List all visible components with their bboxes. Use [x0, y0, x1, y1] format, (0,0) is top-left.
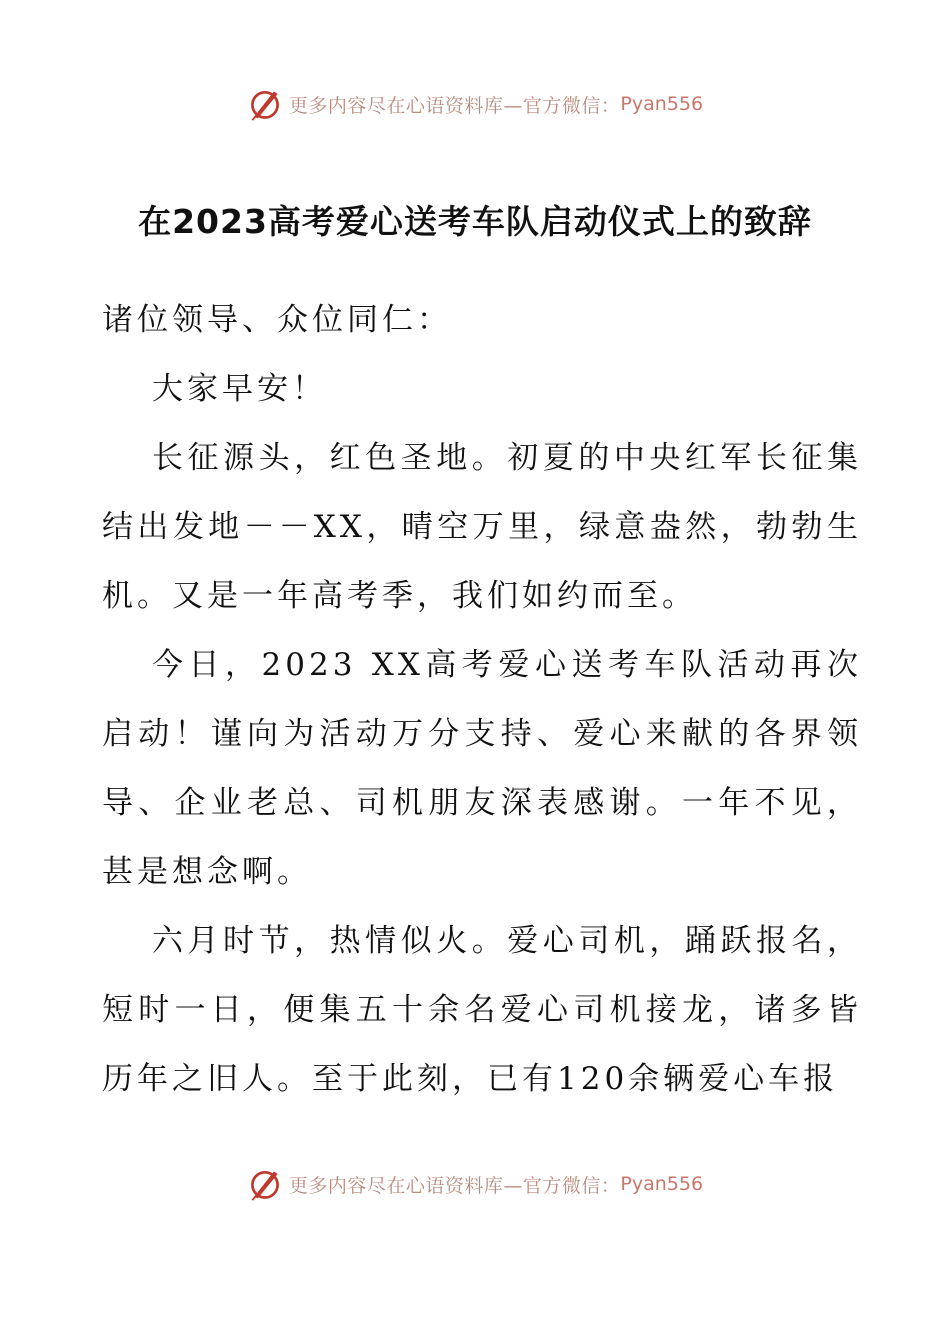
paragraph-2: 今日，2023 XX高考爱心送考车队活动再次启动！谨向为活动万分支持、爱心来献的各界领导、企业老总、司机朋友深表感谢。一年不见，甚是想念啊。: [102, 647, 862, 890]
document-title: 在2023高考爱心送考车队启动仪式上的致辞: [138, 202, 812, 241]
footer-watermark: [0, 1166, 950, 1202]
salutation: 诸位领导、众位同仁：: [102, 302, 452, 338]
paragraph-1: 长征源头，红色圣地。初夏的中央红军长征集结出发地－－XX，晴空万里，绿意盎然，勃勃生机。又是一年高考季，我们如约而至。: [102, 440, 862, 614]
quill-pen-logo-icon: [247, 1166, 283, 1202]
paragraph-3: 六月时节，热情似火。爱心司机，踊跃报名，短时一日，便集五十余名爱心司机接龙，诸多皆历年之旧人。至于此刻，已有120余辆爱心车报: [102, 923, 862, 1097]
watermark-wechat-id: Pyan556: [620, 93, 704, 115]
quill-pen-logo-icon: [247, 86, 283, 122]
watermark-text: 更多内容尽在心语资料库—官方微信：: [288, 1174, 621, 1197]
header-watermark: [0, 86, 950, 122]
paragraph-greeting: 大家早安！: [152, 371, 327, 407]
watermark-wechat-id: Pyan556: [620, 1173, 704, 1195]
watermark-text: 更多内容尽在心语资料库—官方微信：: [288, 94, 621, 117]
document-body: [102, 286, 862, 1114]
